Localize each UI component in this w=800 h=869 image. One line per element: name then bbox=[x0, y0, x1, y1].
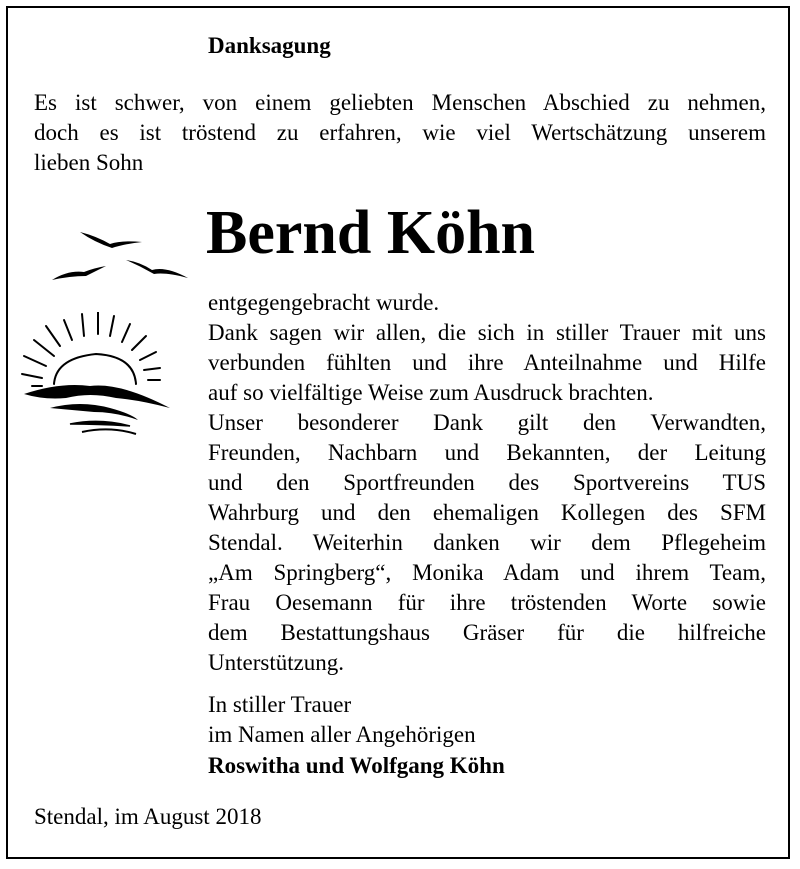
intro-line: Es ist schwer, von einem geliebten Menschen Abschied zu nehmen, bbox=[34, 90, 766, 115]
deceased-name: Bernd Köhn bbox=[206, 199, 536, 267]
body-line: dem Bestattungshaus Gräser für die hilfreiche bbox=[208, 620, 766, 645]
heading: Danksagung bbox=[208, 33, 331, 58]
body-line: Wahrburg und den ehemaligen Kollegen des SFM bbox=[208, 500, 766, 525]
body-line: Dank sagen wir allen, die sich in stiller Trauer mit uns bbox=[208, 320, 766, 345]
body-line: Frau Oesemann für ihre tröstenden Worte sowie bbox=[208, 590, 766, 615]
body-line: Unser besonderer Dank gilt den Verwandten, bbox=[208, 410, 766, 435]
body-line: Freunden, Nachbarn und Bekannten, der Leitung bbox=[208, 440, 766, 465]
body-line: Stendal. Weiterhin danken wir dem Pflegeheim bbox=[208, 530, 766, 555]
intro-line: doch es ist tröstend zu erfahren, wie viel Wertschätzung unserem bbox=[34, 120, 766, 145]
closing-line: im Namen aller Angehörigen bbox=[208, 722, 476, 747]
signatories: Roswitha und Wolfgang Köhn bbox=[208, 753, 505, 778]
intro-line: lieben Sohn bbox=[34, 150, 144, 175]
body-line: und den Sportfreunden des Sportvereins TUS bbox=[208, 470, 766, 495]
sunset-icon bbox=[20, 312, 180, 437]
body-line: auf so vielfältige Weise zum Ausdruck brachten. bbox=[208, 380, 654, 405]
body-line: entgegengebracht wurde. bbox=[208, 290, 440, 315]
body-line: „Am Springberg“, Monika Adam und ihrem Team, bbox=[208, 560, 766, 585]
body-line: verbunden fühlten und ihre Anteilnahme und Hilfe bbox=[208, 350, 766, 375]
body-line: Unterstützung. bbox=[208, 650, 345, 675]
birds-icon bbox=[48, 222, 198, 287]
closing-line: In stiller Trauer bbox=[208, 692, 352, 717]
place-date: Stendal, im August 2018 bbox=[34, 804, 262, 829]
